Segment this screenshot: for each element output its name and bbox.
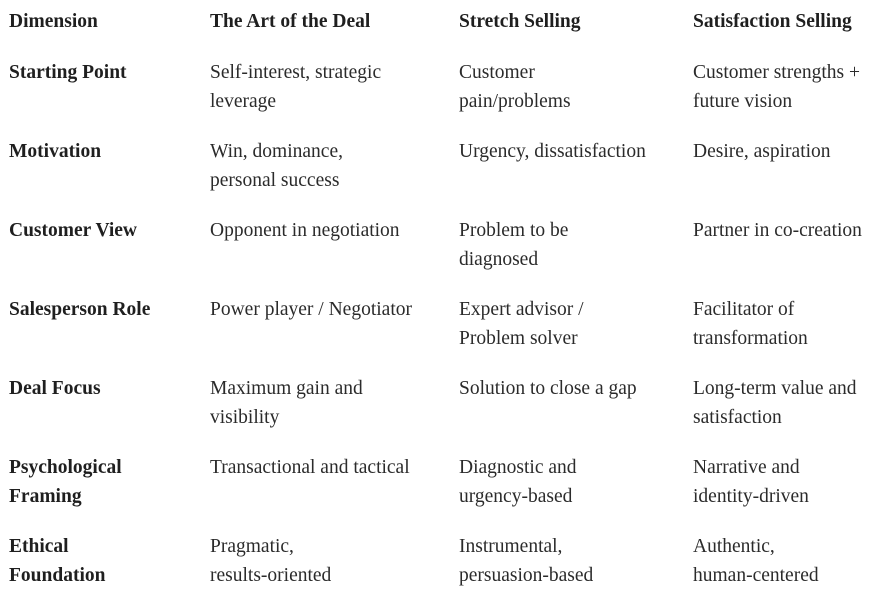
cell-text-line: Pragmatic, — [210, 536, 294, 557]
table-row — [0, 216, 894, 276]
cell-stretch-selling — [459, 532, 593, 590]
row-dimension — [9, 374, 101, 403]
table-row — [0, 374, 894, 434]
cell-text-line: Customer strengths + — [693, 62, 860, 83]
cell-text-line: Psychological — [9, 457, 122, 478]
cell-satisfaction-selling — [693, 216, 862, 245]
cell-text-line: satisfaction — [693, 407, 782, 428]
cell-text-line: Transactional and tactical — [210, 457, 410, 478]
cell-art-of-the-deal — [210, 58, 381, 116]
cell-text-line: Diagnostic and — [459, 457, 577, 478]
row-dimension — [9, 453, 122, 511]
table-row — [0, 453, 894, 513]
row-dimension — [9, 295, 150, 324]
cell-text-line: persuasion-based — [459, 565, 594, 586]
header-stretch-selling: Stretch Selling — [459, 11, 581, 32]
cell-art-of-the-deal — [210, 216, 400, 245]
cell-stretch-selling — [459, 58, 571, 116]
cell-text-line: Deal Focus — [9, 378, 101, 399]
table-row — [0, 58, 894, 118]
cell-text-line: Customer — [459, 62, 535, 83]
cell-text-line: diagnosed — [459, 249, 539, 270]
cell-satisfaction-selling — [693, 453, 809, 511]
header-dimension: Dimension — [9, 11, 98, 32]
cell-text-line: Opponent in negotiation — [210, 220, 400, 241]
cell-text-line: Urgency, dissatisfaction — [459, 141, 646, 162]
table-row — [0, 532, 894, 592]
cell-text-line: Desire, aspiration — [693, 141, 831, 162]
cell-text-line: Framing — [9, 486, 82, 507]
cell-text-line: Problem solver — [459, 328, 578, 349]
cell-stretch-selling — [459, 453, 577, 511]
cell-art-of-the-deal — [210, 137, 343, 195]
cell-text-line: Expert advisor / — [459, 299, 584, 320]
cell-text-line: Solution to close a gap — [459, 378, 637, 399]
cell-stretch-selling — [459, 216, 568, 274]
cell-satisfaction-selling — [693, 374, 857, 432]
cell-art-of-the-deal — [210, 374, 363, 432]
cell-text-line: Starting Point — [9, 62, 127, 83]
cell-text-line: future vision — [693, 91, 793, 112]
cell-text-line: Customer View — [9, 220, 137, 241]
cell-text-line: pain/problems — [459, 91, 571, 112]
cell-satisfaction-selling — [693, 137, 831, 166]
cell-text-line: human-centered — [693, 565, 819, 586]
cell-stretch-selling — [459, 374, 637, 403]
cell-text-line: Power player / Negotiator — [210, 299, 412, 320]
row-dimension — [9, 216, 137, 245]
cell-text-line: Win, dominance, — [210, 141, 343, 162]
cell-text-line: leverage — [210, 91, 277, 112]
cell-text-line: Facilitator of — [693, 299, 795, 320]
cell-text-line: identity-driven — [693, 486, 809, 507]
cell-text-line: Partner in co-creation — [693, 220, 862, 241]
cell-text-line: Narrative and — [693, 457, 800, 478]
cell-text-line: Motivation — [9, 141, 102, 162]
cell-text-line: personal success — [210, 170, 340, 191]
row-dimension — [9, 137, 101, 166]
header-art-of-the-deal: The Art of the Deal — [210, 11, 371, 32]
cell-text-line: transformation — [693, 328, 808, 349]
cell-satisfaction-selling — [693, 295, 808, 353]
cell-text-line: Salesperson Role — [9, 299, 151, 320]
cell-stretch-selling — [459, 137, 646, 166]
row-dimension — [9, 532, 105, 590]
table-row — [0, 295, 894, 355]
cell-text-line: visibility — [210, 407, 280, 428]
cell-text-line: Authentic, — [693, 536, 775, 557]
cell-art-of-the-deal — [210, 453, 410, 482]
cell-text-line: Maximum gain and — [210, 378, 363, 399]
row-dimension — [9, 58, 127, 87]
cell-text-line: Long-term value and — [693, 378, 857, 399]
table-row — [0, 137, 894, 197]
cell-stretch-selling — [459, 295, 584, 353]
cell-text-line: Self-interest, strategic — [210, 62, 382, 83]
cell-text-line: results-oriented — [210, 565, 332, 586]
cell-text-line: urgency-based — [459, 486, 573, 507]
cell-art-of-the-deal — [210, 532, 331, 590]
header-satisfaction-selling: Satisfaction Selling — [693, 11, 852, 32]
cell-text-line: Problem to be — [459, 220, 569, 241]
cell-satisfaction-selling — [693, 532, 819, 590]
cell-art-of-the-deal — [210, 295, 412, 324]
cell-text-line: Ethical — [9, 536, 69, 557]
cell-text-line: Foundation — [9, 565, 106, 586]
cell-satisfaction-selling — [693, 58, 860, 116]
cell-text-line: Instrumental, — [459, 536, 563, 557]
